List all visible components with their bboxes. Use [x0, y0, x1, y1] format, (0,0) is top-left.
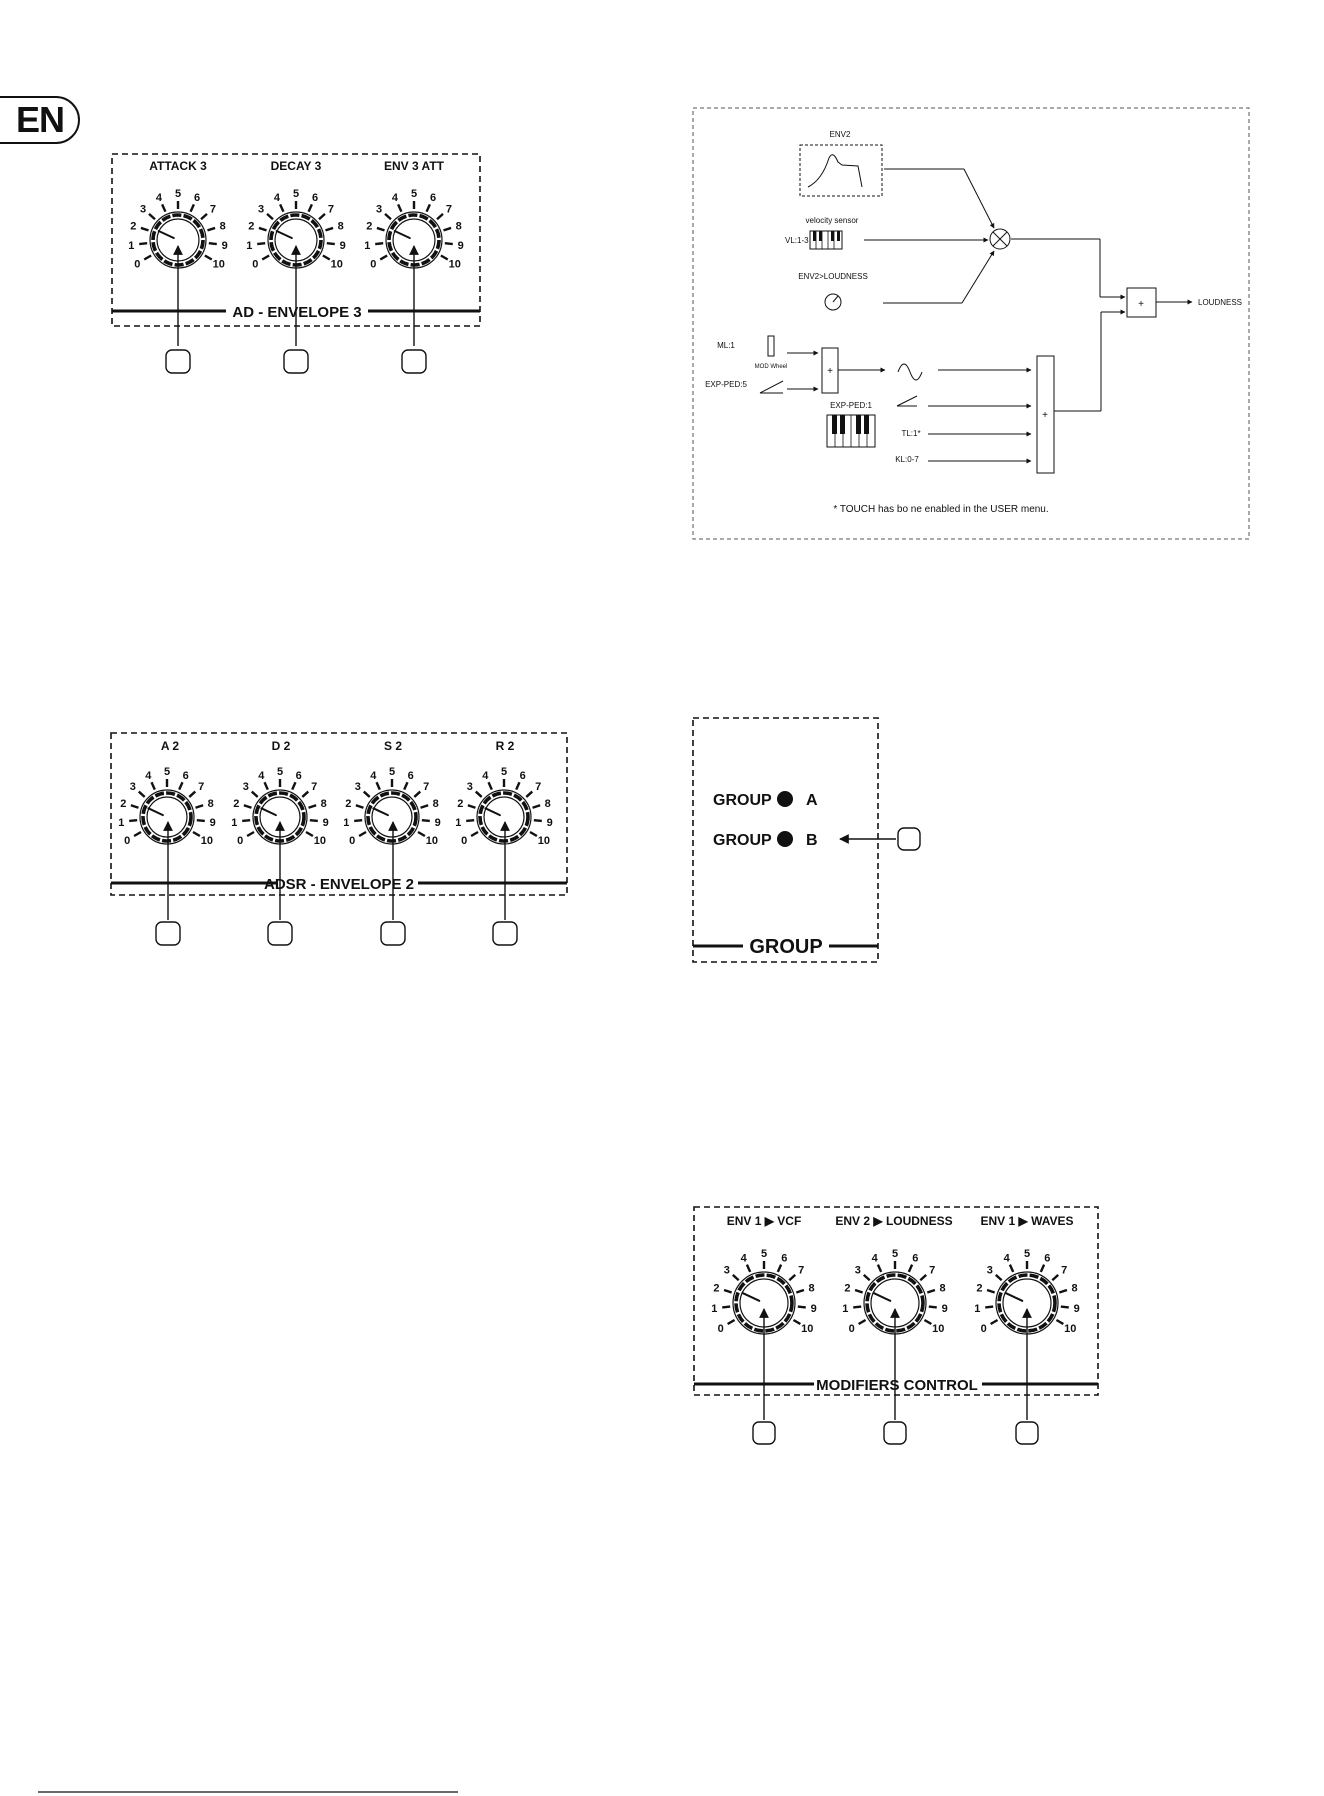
- knob-scale-number: 8: [939, 1282, 946, 1295]
- exp-ped-5-label: EXP-PED:5: [705, 380, 747, 389]
- knob-scale-number: 0: [252, 258, 259, 271]
- knob-tick: [414, 792, 420, 797]
- knob-tick: [129, 820, 137, 821]
- knob-scale-number: 7: [311, 781, 318, 794]
- envelope-curve-icon: [808, 155, 862, 187]
- knob-scale-number: 7: [327, 203, 334, 216]
- knob-tick: [197, 820, 205, 821]
- knob-tick: [1056, 1320, 1063, 1324]
- knob-tick: [516, 782, 519, 789]
- knob-scale-number: 3: [242, 781, 249, 794]
- knob-scale-number: 3: [376, 203, 383, 216]
- velocity-sensor-label: velocity sensor: [805, 216, 859, 225]
- adsr-envelope-2-title: ADSR - ENVELOPE 2: [263, 876, 415, 893]
- knob-scale-number: 9: [1073, 1303, 1080, 1316]
- knob-tick: [796, 1290, 804, 1292]
- knob-scale-number: 1: [246, 239, 253, 252]
- knob-scale-number: 6: [781, 1252, 788, 1265]
- knob-tick: [421, 805, 429, 807]
- knob-tick: [356, 805, 364, 807]
- ad-envelope-3-panel: [112, 154, 480, 373]
- callout-box: [884, 1422, 906, 1444]
- exp-ped-1-label: EXP-PED:1: [830, 401, 872, 410]
- knob-d2-label: D 2: [271, 739, 291, 753]
- knob-scale-number: 5: [500, 766, 508, 778]
- knob-tick: [244, 805, 252, 807]
- knob-tick: [1041, 1265, 1044, 1272]
- knob-scale-number: 5: [276, 766, 284, 778]
- knob-a2[interactable]: [118, 766, 216, 847]
- knob-scale-number: 9: [339, 239, 346, 252]
- knob-tick: [265, 782, 268, 789]
- knob-tick: [778, 1265, 781, 1272]
- callout-box: [753, 1422, 775, 1444]
- knob-scale-number: 5: [174, 188, 182, 200]
- knob-scale-number: 6: [295, 769, 302, 782]
- knob-scale-number: 1: [231, 816, 238, 829]
- knob-scale-number: 6: [519, 769, 526, 782]
- knob-scale-number: 9: [209, 816, 216, 829]
- knob-tick: [162, 204, 165, 211]
- knob-tick: [149, 214, 155, 219]
- knob-scale-number: 1: [128, 239, 135, 252]
- knob-scale-number: 4: [871, 1252, 878, 1265]
- knob-tick: [427, 204, 430, 211]
- knob-scale-number: 2: [248, 220, 255, 233]
- knob-tick: [152, 782, 155, 789]
- knob-scale-number: 3: [258, 203, 265, 216]
- knob-scale-number: 9: [941, 1303, 948, 1316]
- group-panel: [693, 718, 920, 962]
- knob-tick: [302, 792, 308, 797]
- knob-tick: [257, 243, 265, 244]
- knob-scale-number: 10: [537, 835, 550, 847]
- knob-scale-number: 4: [155, 192, 162, 205]
- knob-tick: [262, 256, 269, 260]
- knob-tick: [909, 1265, 912, 1272]
- knob-tick: [377, 228, 385, 230]
- knob-tick: [259, 228, 267, 230]
- knob-tick: [996, 1275, 1002, 1280]
- knob-scale-number: 10: [448, 258, 461, 271]
- knob-scale-number: 8: [337, 220, 344, 233]
- knob-tick: [139, 792, 145, 797]
- knob-tick: [441, 256, 448, 260]
- knob-scale-number: 3: [723, 1264, 730, 1277]
- knob-env2-loudness-label: ENV 2 ▶ LOUDNESS: [835, 1214, 953, 1228]
- knob-tick: [920, 1275, 926, 1280]
- output-loudness-label: LOUDNESS: [1198, 298, 1243, 307]
- knob-scale-number: 2: [120, 797, 127, 810]
- knob-tick: [878, 1265, 881, 1272]
- knob-tick: [377, 782, 380, 789]
- callout-box: [493, 922, 517, 945]
- knob-scale-number: 10: [330, 258, 343, 271]
- knob-scale-number: 6: [182, 769, 189, 782]
- knob-scale-number: 4: [740, 1252, 747, 1265]
- loudness-diagram: [693, 108, 1249, 539]
- group-a-led: [777, 791, 793, 807]
- knob-decay-3-label: DECAY 3: [270, 159, 322, 173]
- knob-scale-number: 2: [713, 1282, 720, 1295]
- knob-scale-number: 8: [219, 220, 226, 233]
- knob-tick: [323, 256, 330, 260]
- knob-scale-number: 0: [237, 835, 244, 847]
- knob-scale-number: 2: [844, 1282, 851, 1295]
- group-a-label: GROUP: [713, 792, 772, 809]
- knob-scale-number: 5: [388, 766, 396, 778]
- env2-box: [800, 145, 882, 196]
- knob-tick: [1059, 1290, 1067, 1292]
- mod-wheel-label: MOD Wheel: [754, 364, 788, 370]
- knob-scale-number: 0: [370, 258, 377, 271]
- knob-tick: [733, 1275, 739, 1280]
- knob-tick: [209, 243, 217, 244]
- group-a-letter: A: [806, 792, 818, 809]
- knob-scale-number: 2: [233, 797, 240, 810]
- group-b-letter: B: [806, 832, 818, 849]
- knob-s2-label: S 2: [383, 739, 403, 753]
- knob-tick: [242, 820, 250, 821]
- modifiers-control-title: MODIFIERS CONTROL: [816, 1377, 978, 1394]
- knob-scale-number: 4: [482, 769, 489, 782]
- tl-label: TL:1*: [901, 429, 921, 438]
- knob-scale-number: 4: [145, 769, 152, 782]
- knob-tick: [280, 204, 283, 211]
- knob-scale-number: 8: [432, 797, 439, 810]
- knob-env-3-att-label: ENV 3 ATT: [383, 159, 445, 173]
- knob-scale-number: 4: [273, 192, 280, 205]
- knob-tick: [533, 805, 541, 807]
- callout-box: [284, 350, 308, 373]
- knob-tick: [793, 1320, 800, 1324]
- knob-scale-number: 9: [546, 816, 553, 829]
- knob-scale-number: 6: [194, 192, 201, 205]
- knob-scale-number: 9: [810, 1303, 817, 1316]
- group-title: GROUP: [749, 936, 823, 958]
- knob-tick: [189, 792, 195, 797]
- knob-scale-number: 5: [292, 188, 300, 200]
- knob-scale-number: 9: [322, 816, 329, 829]
- knob-tick: [375, 243, 383, 244]
- knob-attack-3-label: ATTACK 3: [149, 159, 207, 173]
- knob-scale-number: 8: [455, 220, 462, 233]
- knob-scale-number: 5: [163, 766, 171, 778]
- knob-scale-number: 9: [221, 239, 228, 252]
- knob-scale-number: 6: [912, 1252, 919, 1265]
- knob-cap: [372, 797, 412, 837]
- knob-cap: [484, 797, 524, 837]
- knob-scale-number: 7: [445, 203, 452, 216]
- knob-tick: [443, 228, 451, 230]
- knob-tick: [131, 805, 139, 807]
- knob-tick: [292, 782, 295, 789]
- knob-tick: [310, 820, 318, 821]
- knob-tick: [728, 1320, 735, 1324]
- knob-scale-number: 5: [410, 188, 418, 200]
- knob-scale-number: 1: [118, 816, 125, 829]
- knob-tick: [864, 1275, 870, 1280]
- knob-tick: [179, 782, 182, 789]
- knob-tick: [471, 832, 478, 836]
- knob-tick: [437, 214, 443, 219]
- knob-cap: [147, 797, 187, 837]
- knob-tick: [1061, 1307, 1069, 1308]
- knob-tick: [991, 1320, 998, 1324]
- knob-scale-number: 9: [457, 239, 464, 252]
- knob-a2-label: A 2: [160, 739, 180, 753]
- knob-tick: [1052, 1275, 1058, 1280]
- knob-scale-number: 4: [258, 769, 265, 782]
- knob-tick: [201, 214, 207, 219]
- knob-tick: [530, 832, 537, 836]
- knob-scale-number: 7: [423, 781, 430, 794]
- knob-tick: [987, 1290, 995, 1292]
- knob-s2[interactable]: [343, 766, 441, 847]
- modifiers-control-panel: [694, 1207, 1098, 1444]
- mod-wheel-icon: [768, 336, 774, 356]
- knob-tick: [859, 1320, 866, 1324]
- knob-tick: [252, 792, 258, 797]
- knob-tick: [927, 1290, 935, 1292]
- knob-tick: [985, 1307, 993, 1308]
- knob-tick: [534, 820, 542, 821]
- knob-scale-number: 2: [457, 797, 464, 810]
- knob-scale-number: 0: [848, 1323, 855, 1335]
- knob-scale-number: 3: [129, 781, 136, 794]
- callout-box: [166, 350, 190, 373]
- ml-label: ML:1: [717, 341, 735, 350]
- adsr-envelope-2-panel: [111, 733, 567, 945]
- knob-scale-number: 4: [370, 769, 377, 782]
- knob-scale-number: 4: [391, 192, 398, 205]
- vl-label: VL:1-3: [785, 236, 809, 245]
- knob-scale-number: 1: [455, 816, 462, 829]
- knob-scale-number: 7: [1061, 1264, 1068, 1277]
- knob-scale-number: 1: [343, 816, 350, 829]
- knob-tick: [193, 832, 200, 836]
- knob-tick: [489, 782, 492, 789]
- knob-scale-number: 5: [891, 1248, 899, 1260]
- knob-scale-number: 10: [313, 835, 326, 847]
- knob-tick: [144, 256, 151, 260]
- knob-scale-number: 6: [312, 192, 319, 205]
- knob-tick: [247, 832, 254, 836]
- knob-tick: [853, 1307, 861, 1308]
- knob-scale-number: 10: [801, 1323, 814, 1335]
- knob-scale-number: 10: [932, 1323, 945, 1335]
- knob-scale-number: 10: [200, 835, 213, 847]
- knob-tick: [267, 214, 273, 219]
- knob-scale-number: 2: [366, 220, 373, 233]
- knob-scale-number: 0: [980, 1323, 987, 1335]
- knob-scale-number: 7: [798, 1264, 805, 1277]
- knob-scale-number: 0: [349, 835, 356, 847]
- exp-pedal-icon: [760, 381, 783, 393]
- knob-tick: [309, 805, 317, 807]
- knob-tick: [306, 832, 313, 836]
- knob-scale-number: 3: [140, 203, 147, 216]
- exp-pedal-1-icon: [897, 396, 917, 406]
- final-sum-plus: +: [1138, 299, 1144, 310]
- knob-tick: [476, 792, 482, 797]
- callout-box: [1016, 1422, 1038, 1444]
- knob-scale-number: 0: [124, 835, 131, 847]
- language-badge: EN: [0, 96, 80, 144]
- knob-scale-number: 1: [974, 1303, 981, 1316]
- knob-tick: [364, 792, 370, 797]
- knob-tick: [466, 820, 474, 821]
- knob-tick: [1010, 1265, 1013, 1272]
- knob-tick: [468, 805, 476, 807]
- knob-scale-number: 1: [364, 239, 371, 252]
- knob-scale-number: 0: [717, 1323, 724, 1335]
- knob-tick: [325, 228, 333, 230]
- knob-scale-number: 9: [434, 816, 441, 829]
- knob-scale-number: 6: [1044, 1252, 1051, 1265]
- mod-sum-plus: +: [827, 366, 833, 377]
- knob-tick: [134, 832, 141, 836]
- knob-scale-number: 3: [466, 781, 473, 794]
- knob-tick: [924, 1320, 931, 1324]
- knob-tick: [380, 256, 387, 260]
- keyboard-icon: [827, 415, 875, 447]
- callout-box: [156, 922, 180, 945]
- multiplier-node: [990, 229, 1010, 249]
- knob-tick: [385, 214, 391, 219]
- group-b-label: GROUP: [713, 832, 772, 849]
- knob-scale-number: 6: [430, 192, 437, 205]
- modulation-sum-plus: +: [1042, 410, 1048, 421]
- callout-box: [268, 922, 292, 945]
- knob-tick: [929, 1307, 937, 1308]
- knob-scale-number: 5: [760, 1248, 768, 1260]
- knob-tick: [207, 228, 215, 230]
- knob-tick: [139, 243, 147, 244]
- knob-scale-number: 8: [1071, 1282, 1078, 1295]
- knob-scale-number: 8: [808, 1282, 815, 1295]
- knob-tick: [196, 805, 204, 807]
- loudness-diagram-border: [693, 108, 1249, 539]
- knob-tick: [205, 256, 212, 260]
- knob-scale-number: 10: [425, 835, 438, 847]
- callout-box: [898, 828, 920, 850]
- knob-tick: [319, 214, 325, 219]
- knob-tick: [789, 1275, 795, 1280]
- knob-scale-number: 10: [1064, 1323, 1077, 1335]
- knob-tick: [418, 832, 425, 836]
- knob-scale-number: 3: [854, 1264, 861, 1277]
- knob-scale-number: 1: [842, 1303, 849, 1316]
- touch-footnote: * TOUCH has bo ne enabled in the USER menu.: [833, 504, 1049, 515]
- knob-scale-number: 8: [544, 797, 551, 810]
- knob-scale-number: 7: [929, 1264, 936, 1277]
- knob-tick: [141, 228, 149, 230]
- knob-tick: [798, 1307, 806, 1308]
- knob-tick: [404, 782, 407, 789]
- group-b-led: [777, 831, 793, 847]
- ad-envelope-3-title: AD - ENVELOPE 3: [232, 304, 362, 321]
- callouts: [753, 1309, 1038, 1444]
- knob-r2-label: R 2: [495, 739, 515, 753]
- callout-box: [381, 922, 405, 945]
- callout-box: [402, 350, 426, 373]
- knob-tick: [526, 792, 532, 797]
- knob-tick: [309, 204, 312, 211]
- env2-loudness-label: ENV2>LOUDNESS: [798, 272, 868, 281]
- knob-scale-number: 7: [209, 203, 216, 216]
- knob-tick: [191, 204, 194, 211]
- knob-env1-vcf-label: ENV 1 ▶ VCF: [726, 1214, 802, 1228]
- kl-label: KL:0-7: [895, 455, 919, 464]
- knob-tick: [327, 243, 335, 244]
- knob-scale-number: 8: [207, 797, 214, 810]
- knob-scale-number: 5: [1023, 1248, 1031, 1260]
- knob-tick: [445, 243, 453, 244]
- env2-label: ENV2: [829, 130, 851, 139]
- knob-scale-number: 3: [986, 1264, 993, 1277]
- knob-tick: [354, 820, 362, 821]
- knob-scale-number: 2: [130, 220, 137, 233]
- knob-scale-number: 10: [212, 258, 225, 271]
- knob-scale-number: 1: [711, 1303, 718, 1316]
- knob-env1-waves-label: ENV 1 ▶ WAVES: [980, 1214, 1074, 1228]
- knob-scale-number: 2: [976, 1282, 983, 1295]
- knob-scale-number: 0: [134, 258, 141, 271]
- knob-r2[interactable]: [455, 766, 553, 847]
- knob-tick: [359, 832, 366, 836]
- knob-tick: [398, 204, 401, 211]
- knob-scale-number: 3: [354, 781, 361, 794]
- knob-tick: [724, 1290, 732, 1292]
- knob-scale-number: 7: [535, 781, 542, 794]
- knob-scale-number: 4: [1003, 1252, 1010, 1265]
- lfo-sine-icon: [898, 364, 922, 380]
- knob-scale-number: 0: [461, 835, 468, 847]
- velocity-keyboard-icon: [810, 231, 842, 249]
- knob-scale-number: 7: [198, 781, 205, 794]
- knob-tick: [855, 1290, 863, 1292]
- knob-scale-number: 6: [407, 769, 414, 782]
- knob-tick: [422, 820, 430, 821]
- knob-tick: [747, 1265, 750, 1272]
- knob-scale-number: 8: [320, 797, 327, 810]
- knob-scale-number: 2: [345, 797, 352, 810]
- knob-tick: [722, 1307, 730, 1308]
